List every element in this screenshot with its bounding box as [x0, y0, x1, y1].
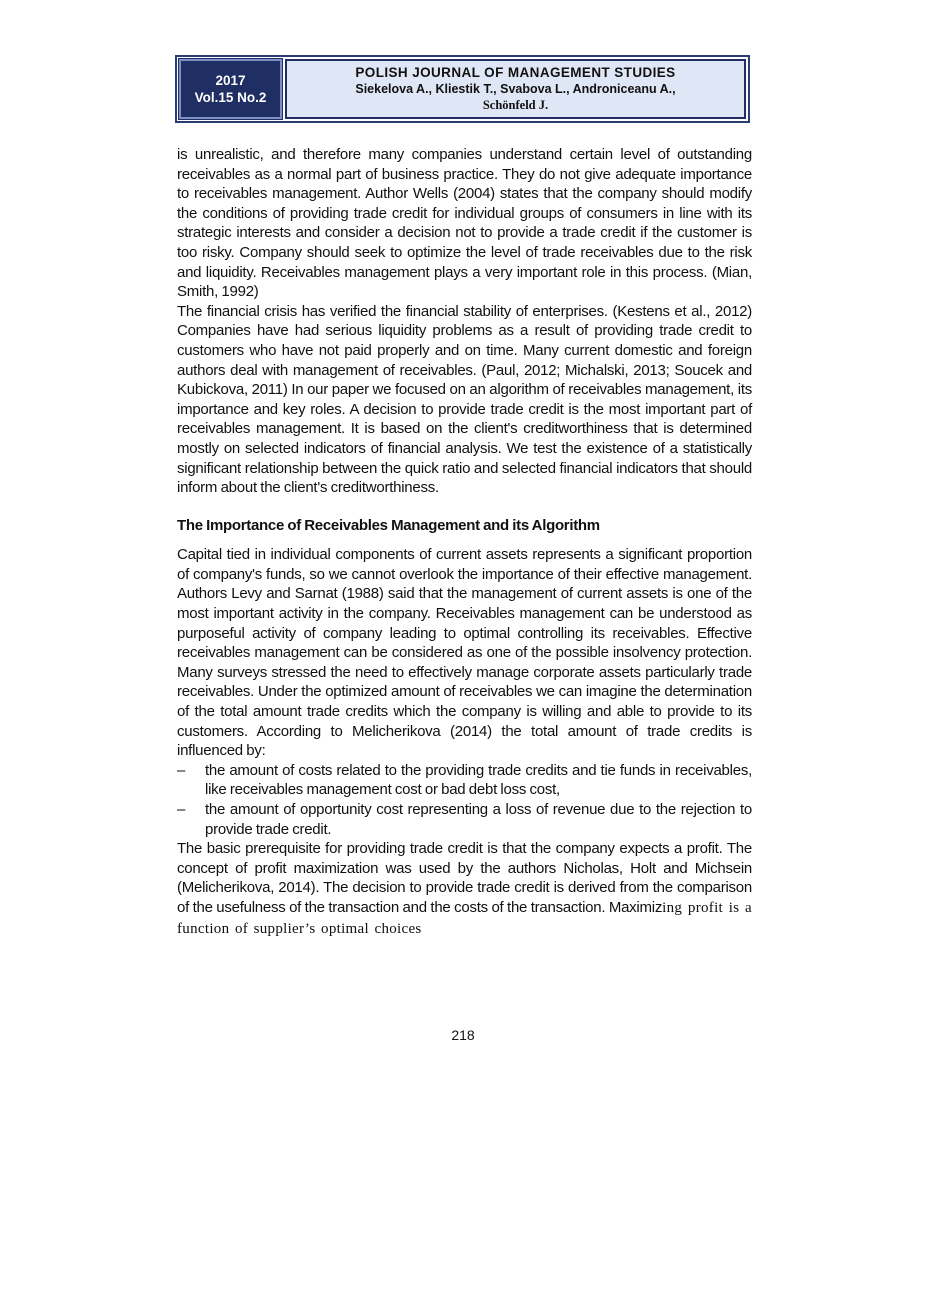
journal-name: POLISH JOURNAL OF MANAGEMENT STUDIES	[355, 65, 676, 80]
journal-header	[175, 55, 750, 123]
volume-badge	[179, 59, 282, 119]
paragraph-3: Capital tied in individual components of current assets represents a significant proportion of company's funds, so we cannot overlook the importance of their effective management. Authors Levy and Sarnat (1988) said that the management of current assets is one of the most important activity in the company. Receivables management can be understood as purposeful activity of company leading to optimal controlling its receivables. Effective receivables management can be considered as one of the possible insolvency protection. Many surveys stressed the need to effectively manage corporate assets particularly trade receivables. Under the optimized amount of receivables we can imagine the determination of the total amount trade credits which the company is willing and able to provide to its customers. According to Melicherikova (2014) the total amount of trade credits is influenced by:	[177, 546, 752, 760]
bullet-list	[177, 761, 752, 839]
list-item-text: the amount of costs related to the providing trade credits and tie funds in receivables, like receivables management cost or bad debt loss cost,	[205, 761, 752, 799]
issue-volume: Vol.15 No.2	[194, 90, 267, 105]
authors-line-1: Siekelova A., Kliestik T., Svabova L., Androniceanu A.,	[355, 82, 676, 96]
paragraph-2: The financial crisis has verified the financial stability of enterprises. (Kestens et al., 2012) Companies have had serious liquidity problems as a result of providing trade credit to customers who have not paid properly and on time. Many current domestic and foreign authors deal with management of receivables. (Paul, 2012; Michalski, 2013; Soucek and Kubickova, 2011) In our paper we focused on an algorithm of receivables management, its importance and key roles. A decision to provide trade credit is the most important part of receivables management. It is based on the client's creditworthiness that is determined mostly on selected indicators of financial analysis. We test the existence of a statistically significant relationship between the quick ratio and selected financial indicators that should inform about the client's creditworthiness.	[177, 302, 752, 497]
paragraph-1: is unrealistic, and therefore many companies understand certain level of outstanding receivables as a normal part of business practice. They do not give adequate importance to receivables management. Author Wells (2004) states that the company should modify the conditions of providing trade credit for individual groups of consumers in line with its strategic interests and consider a decision not to provide a trade credit if the customer is too risky. Company should seek to optimize the level of trade receivables due to the risk and liquidity. Receivables management plays a very important role in this process. (Mian, Smith, 1992)	[177, 146, 752, 301]
list-item-text: the amount of opportunity cost representing a loss of revenue due to the rejection to provide trade credit.	[205, 801, 752, 838]
dash-marker: –	[177, 761, 186, 779]
page-number: 218	[451, 1027, 475, 1043]
dash-marker: –	[177, 801, 186, 818]
paragraph-4-tail: ing profit is a function of supplier’s optimal choices	[177, 899, 753, 937]
article-body	[177, 145, 752, 939]
paragraph-4	[177, 839, 752, 939]
journal-title-box	[285, 59, 746, 119]
list-item	[177, 761, 752, 800]
paragraph-4-text: The basic prerequisite for providing trade credit is that the company expects a profit. The concept of profit maximization was used by the authors Nicholas, Holt and Michsein (Melicherikova, 2014). The decision to provide trade credit is derived from the comparison of the usefulness of the transaction and the costs of the transaction. Maximiz	[177, 840, 752, 916]
authors-line-2: Schönfeld J.	[482, 98, 549, 112]
section-heading: The Importance of Receivables Management and its Algorithm	[177, 516, 600, 534]
issue-year: 2017	[215, 73, 246, 88]
list-item	[177, 800, 752, 839]
